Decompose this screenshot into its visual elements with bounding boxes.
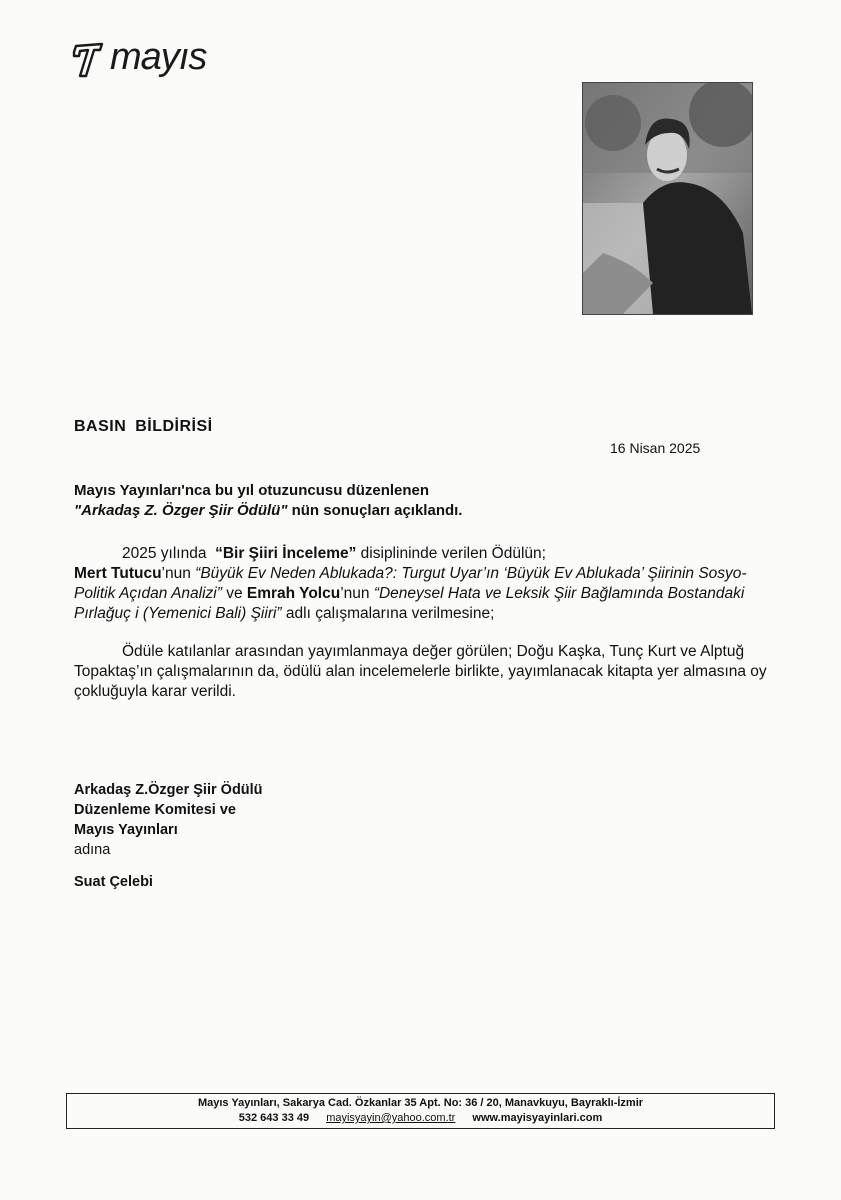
- honorable-mentions-text: Ödüle katılanlar arasından yayımlanmaya değer görülen; Doğu Kaşka, Tunç Kurt ve Alptuğ Topaktaş’ın çalışmalarının da, ödülü alan incelemelerle birlikte, yayımlanacak kitapta yer almasına oy çokluğuyla karar verildi.: [74, 643, 767, 700]
- winner-1-suffix: ’nun: [161, 565, 196, 582]
- lead-paragraph: [74, 481, 774, 521]
- document-heading: BASIN BİLDİRİSİ: [74, 418, 213, 435]
- contact-footer: [66, 1093, 775, 1129]
- signature-line-2: Düzenleme Komitesi ve: [74, 802, 236, 818]
- award-name: "Arkadaş Z. Özger Şiir Ödülü": [74, 502, 288, 519]
- connector-text: ve: [221, 585, 247, 602]
- footer-phone: 532 643 33 49: [238, 1112, 310, 1124]
- lead-line-1: Mayıs Yayınları'nca bu yıl otuzuncusu düzenlenen: [74, 482, 430, 499]
- portrait-image: [583, 83, 752, 314]
- lead-line-2: [74, 501, 774, 521]
- document-date: 16 Nisan 2025: [610, 440, 701, 456]
- poet-portrait-photo: [582, 82, 753, 315]
- signature-line-4: adına: [74, 842, 111, 858]
- award-discipline: “Bir Şiiri İnceleme”: [215, 545, 357, 562]
- footer-contact-row: [67, 1111, 774, 1126]
- footer-email-link[interactable]: mayisyayin@yahoo.com.tr: [326, 1112, 456, 1124]
- award-year: 2025 yılında: [122, 545, 207, 562]
- winner-1-work: “Büyük Ev Neden Ablukada?: Turgut Uyar’ın ‘Büyük Ev Ablukada’ Şiirinin Sosyo-Politik Açıdan Analizi”: [74, 565, 747, 602]
- winner-2-suffix: ’nun: [340, 585, 374, 602]
- footer-website-link[interactable]: www.mayisyayinlari.com: [472, 1112, 603, 1124]
- winner-1-name: Mert Tutucu: [74, 565, 162, 582]
- logo-seven-icon: [72, 40, 108, 80]
- signature-line-1: Arkadaş Z.Özger Şiir Ödülü: [74, 782, 263, 798]
- lead-line-2-rest: nün sonuçları açıklandı.: [287, 502, 463, 519]
- discipline-suffix: disiplininde verilen Ödülün;: [356, 545, 546, 562]
- footer-address: Mayıs Yayınları, Sakarya Cad. Özkanlar 35 Apt. No: 36 / 20, Manavkuyu, Bayraklı-İzmir: [197, 1097, 644, 1109]
- honorable-mentions-paragraph: [74, 642, 774, 702]
- publisher-logo: [72, 38, 206, 80]
- logo-text: mayıs: [110, 36, 207, 78]
- signature-line-3: Mayıs Yayınları: [74, 822, 178, 838]
- paragraph-1-ending: adlı çalışmalarına verilmesine;: [281, 605, 495, 622]
- winner-2-name: Emrah Yolcu: [246, 585, 341, 602]
- winner-2-work: “Deneysel Hata ve Leksik Şiir Bağlamında Bostandaki Pırlağuç i (Yemenici Bali) Şiiri”: [74, 585, 745, 622]
- signer-name: Suat Çelebi: [74, 874, 153, 890]
- results-paragraph: [74, 544, 774, 624]
- signature-block: [74, 780, 263, 860]
